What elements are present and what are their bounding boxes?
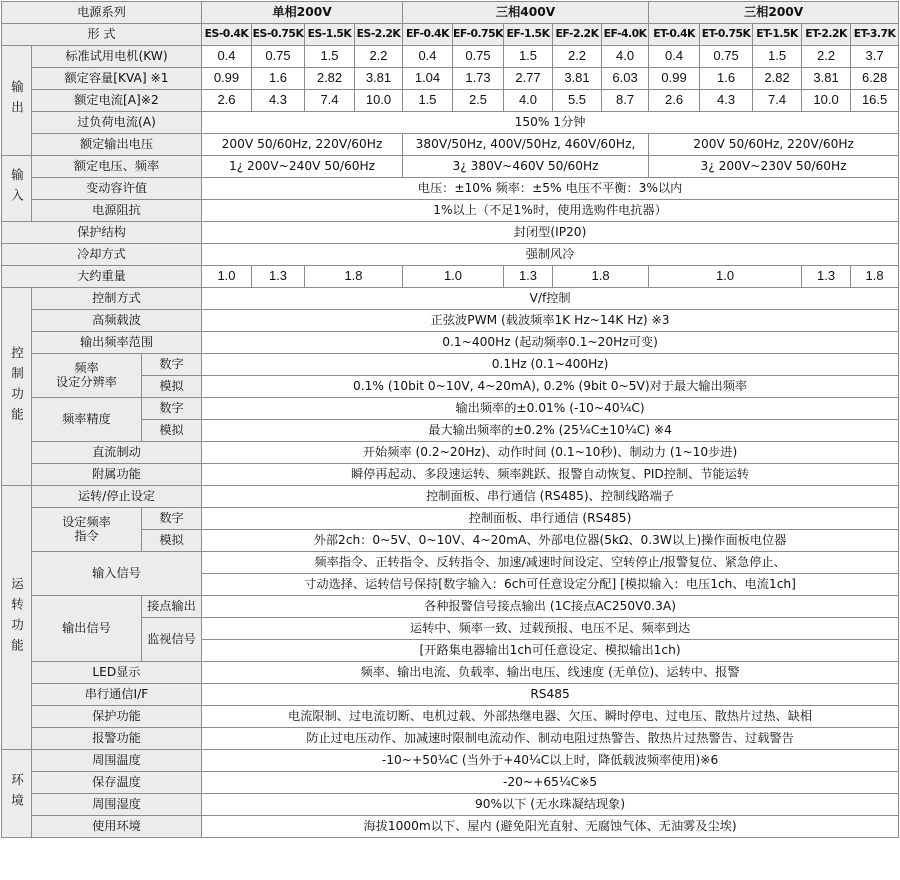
overload-label: 过负荷电流(A)	[32, 112, 202, 134]
table-row	[2, 794, 899, 816]
alarm-value: 防止过电压动作、加减速时限制电流动作、制动电阻过热警告、散热片过热警告、过载警告	[202, 728, 899, 750]
carrier-value: 正弦波PWM (载波频率1K Hz~14K Hz) ※3	[202, 310, 899, 332]
carrier-label: 高频载波	[32, 310, 202, 332]
freq-cmd-digital-value: 控制面板、串行通信 (RS485)	[202, 508, 899, 530]
table-row	[2, 464, 899, 486]
single-phase-header: 单相200V	[202, 2, 403, 24]
motor-value: 0.75	[252, 46, 305, 68]
freq-range-label: 输出频率范围	[32, 332, 202, 354]
table-row	[2, 156, 899, 178]
table-row	[2, 662, 899, 684]
table-row-models	[2, 24, 899, 46]
group-environment: 环境	[2, 750, 32, 838]
model-cell: ET-0.75K	[700, 24, 753, 46]
motor-value: 0.4	[202, 46, 252, 68]
protection-value: 封闭型(IP20)	[202, 222, 899, 244]
out-voltage-value: 200V 50/60Hz, 220V/60Hz	[202, 134, 403, 156]
led-value: 频率、输出电流、负载率、输出电压、线速度 (无单位)、运转中、报警	[202, 662, 899, 684]
capacity-value: 3.81	[355, 68, 403, 90]
model-cell: EF-0.75K	[453, 24, 504, 46]
led-label: LED显示	[32, 662, 202, 684]
serial-label: 串行通信I/F	[32, 684, 202, 706]
model-cell: EF-0.4K	[403, 24, 453, 46]
motor-value: 1.5	[504, 46, 553, 68]
weight-value: 1.8	[553, 266, 649, 288]
accuracy-digital-value: 输出频率的±0.01% (-10~40¼C)	[202, 398, 899, 420]
capacity-value: 2.77	[504, 68, 553, 90]
alarm-label: 报警功能	[32, 728, 202, 750]
model-cell: ET-1.5K	[753, 24, 802, 46]
accuracy-label: 频率精度	[32, 398, 142, 442]
analog-label: 模拟	[142, 420, 202, 442]
motor-value: 1.5	[305, 46, 355, 68]
weight-value: 1.3	[504, 266, 553, 288]
freq-cmd-label: 设定频率 指令	[32, 508, 142, 552]
input-signal-line-1: 频率指令、正转指令、反转指令、加速/减速时间设定、空转停止/报警复位、紧急停止、	[202, 552, 899, 574]
resolution-digital-value: 0.1Hz (0.1~400Hz)	[202, 354, 899, 376]
table-row	[2, 552, 899, 574]
weight-label: 大约重量	[2, 266, 202, 288]
model-cell: ES-2.2K	[355, 24, 403, 46]
three-phase-400-header: 三相400V	[403, 2, 649, 24]
table-row	[2, 508, 899, 530]
monitor-signal-line-2: [开路集电器输出1ch可任意设定、模拟输出1ch)	[202, 640, 899, 662]
model-cell: ES-0.75K	[252, 24, 305, 46]
capacity-value: 6.03	[602, 68, 649, 90]
capacity-value: 1.73	[453, 68, 504, 90]
table-row	[2, 134, 899, 156]
overload-value: 150% 1分钟	[202, 112, 899, 134]
table-row	[2, 112, 899, 134]
weight-value: 1.8	[851, 266, 899, 288]
in-voltage-label: 额定电压、频率	[32, 156, 202, 178]
model-cell: ES-1.5K	[305, 24, 355, 46]
humidity-label: 周围湿度	[32, 794, 202, 816]
table-row	[2, 706, 899, 728]
motor-value: 3.7	[851, 46, 899, 68]
contact-output-value: 各种报警信号接点输出 (1C接点AC250V0.3A)	[202, 596, 899, 618]
out-voltage-value: 200V 50/60Hz, 220V/60Hz	[649, 134, 899, 156]
current-value: 4.3	[252, 90, 305, 112]
motor-value: 0.4	[403, 46, 453, 68]
model-cell: EF-2.2K	[553, 24, 602, 46]
current-value: 16.5	[851, 90, 899, 112]
dc-brake-label: 直流制动	[32, 442, 202, 464]
capacity-label: 额定容量[KVA] ※1	[32, 68, 202, 90]
ambient-temp-label: 周围温度	[32, 750, 202, 772]
capacity-value: 6.28	[851, 68, 899, 90]
dc-brake-value: 开始频率 (0.2~20Hz)、动作时间 (0.1~10秒)、制动力 (1~10步进)	[202, 442, 899, 464]
usage-label: 使用环境	[32, 816, 202, 838]
impedance-label: 电源阻抗	[32, 200, 202, 222]
in-voltage-value: 3¿ 200V~230V 50/60Hz	[649, 156, 899, 178]
motor-value: 0.75	[700, 46, 753, 68]
capacity-value: 2.82	[305, 68, 355, 90]
freq-cmd-analog-value: 外部2ch：0~5V、0~10V、4~20mA、外部电位器(5kΩ、0.3W以上)操作面板电位器	[202, 530, 899, 552]
current-value: 7.4	[753, 90, 802, 112]
capacity-value: 3.81	[802, 68, 851, 90]
ambient-temp-value: -10~+50¼C (当外于+40¼C以上时，降低载波频率使用)※6	[202, 750, 899, 772]
capacity-value: 3.81	[553, 68, 602, 90]
current-value: 7.4	[305, 90, 355, 112]
current-value: 2.6	[649, 90, 700, 112]
weight-value: 1.3	[252, 266, 305, 288]
contact-output-label: 接点输出	[142, 596, 202, 618]
table-row	[2, 684, 899, 706]
group-operation: 运转功能	[2, 486, 32, 750]
tolerance-label: 变动容许值	[32, 178, 202, 200]
current-label: 额定电流[A]※2	[32, 90, 202, 112]
weight-value: 1.3	[802, 266, 851, 288]
three-phase-200-header: 三相200V	[649, 2, 899, 24]
motor-label: 标准试用电机(KW)	[32, 46, 202, 68]
table-row	[2, 442, 899, 464]
group-control: 控制功能	[2, 288, 32, 486]
storage-temp-value: -20~+65¼C※5	[202, 772, 899, 794]
output-signal-label: 输出信号	[32, 596, 142, 662]
accuracy-analog-value: 最大输出频率的±0.2% (25¼C±10¼C) ※4	[202, 420, 899, 442]
digital-label: 数字	[142, 398, 202, 420]
run-stop-value: 控制面板、串行通信 (RS485)、控制线路端子	[202, 486, 899, 508]
table-row	[2, 398, 899, 420]
table-row	[2, 332, 899, 354]
protect-func-value: 电流限制、过电流切断、电机过载、外部热继电器、欠压、瞬时停电、过电压、散热片过热、缺相	[202, 706, 899, 728]
serial-value: RS485	[202, 684, 899, 706]
weight-value: 1.0	[403, 266, 504, 288]
capacity-value: 1.6	[252, 68, 305, 90]
weight-value: 1.0	[649, 266, 802, 288]
current-value: 5.5	[553, 90, 602, 112]
capacity-value: 1.04	[403, 68, 453, 90]
spec-table	[1, 1, 899, 838]
table-row-series	[2, 2, 899, 24]
storage-temp-label: 保存温度	[32, 772, 202, 794]
current-value: 4.3	[700, 90, 753, 112]
input-signal-label: 输入信号	[32, 552, 202, 596]
table-row	[2, 816, 899, 838]
control-method-value: V/f控制	[202, 288, 899, 310]
humidity-value: 90%以下 (无水珠凝结现象)	[202, 794, 899, 816]
current-value: 10.0	[355, 90, 403, 112]
table-row	[2, 200, 899, 222]
motor-value: 1.5	[753, 46, 802, 68]
series-label: 电源系列	[2, 2, 202, 24]
table-row	[2, 596, 899, 618]
cooling-label: 冷却方式	[2, 244, 202, 266]
current-value: 2.6	[202, 90, 252, 112]
resolution-label: 频率 设定分辨率	[32, 354, 142, 398]
group-input: 输入	[2, 156, 32, 222]
aux-value: 瞬停再起动、多段速运转、频率跳跃、报警自动恢复、PID控制、节能运转	[202, 464, 899, 486]
table-row	[2, 222, 899, 244]
table-row	[2, 486, 899, 508]
model-cell: ET-0.4K	[649, 24, 700, 46]
aux-label: 附属功能	[32, 464, 202, 486]
table-row	[2, 288, 899, 310]
usage-value: 海拔1000m以下、屋内 (避免阳光直射、无腐蚀气体、无油雾及尘埃)	[202, 816, 899, 838]
motor-value: 0.75	[453, 46, 504, 68]
current-value: 10.0	[802, 90, 851, 112]
in-voltage-value: 1¿ 200V~240V 50/60Hz	[202, 156, 403, 178]
cooling-value: 强制风冷	[202, 244, 899, 266]
analog-label: 模拟	[142, 376, 202, 398]
form-label: 形 式	[2, 24, 202, 46]
model-cell: ET-3.7K	[851, 24, 899, 46]
current-value: 2.5	[453, 90, 504, 112]
model-cell: ES-0.4K	[202, 24, 252, 46]
monitor-signal-label: 监视信号	[142, 618, 202, 662]
motor-value: 2.2	[355, 46, 403, 68]
tolerance-value: 电压：±10% 频率：±5% 电压不平衡：3%以内	[202, 178, 899, 200]
capacity-value: 0.99	[202, 68, 252, 90]
table-row	[2, 266, 899, 288]
group-output: 输出	[2, 46, 32, 156]
in-voltage-value: 3¿ 380V~460V 50/60Hz	[403, 156, 649, 178]
out-voltage-value: 380V/50Hz, 400V/50Hz, 460V/60Hz,	[403, 134, 649, 156]
table-row	[2, 728, 899, 750]
table-row	[2, 244, 899, 266]
motor-value: 0.4	[649, 46, 700, 68]
impedance-value: 1%以上（不足1%时，使用选购件电抗器）	[202, 200, 899, 222]
table-row	[2, 46, 899, 68]
table-row	[2, 750, 899, 772]
table-row	[2, 310, 899, 332]
current-value: 1.5	[403, 90, 453, 112]
resolution-analog-value: 0.1% (10bit 0~10V, 4~20mA), 0.2% (9bit 0~5V)对于最大输出频率	[202, 376, 899, 398]
table-row	[2, 354, 899, 376]
table-row	[2, 90, 899, 112]
weight-value: 1.8	[305, 266, 403, 288]
capacity-value: 1.6	[700, 68, 753, 90]
motor-value: 2.2	[802, 46, 851, 68]
protect-func-label: 保护功能	[32, 706, 202, 728]
table-row	[2, 772, 899, 794]
digital-label: 数字	[142, 354, 202, 376]
control-method-label: 控制方式	[32, 288, 202, 310]
motor-value: 2.2	[553, 46, 602, 68]
table-row	[2, 68, 899, 90]
motor-value: 4.0	[602, 46, 649, 68]
model-cell: ET-2.2K	[802, 24, 851, 46]
weight-value: 1.0	[202, 266, 252, 288]
freq-range-value: 0.1~400Hz (起动频率0.1~20Hz可变)	[202, 332, 899, 354]
current-value: 4.0	[504, 90, 553, 112]
model-cell: EF-4.0K	[602, 24, 649, 46]
table-row	[2, 178, 899, 200]
current-value: 8.7	[602, 90, 649, 112]
model-cell: EF-1.5K	[504, 24, 553, 46]
capacity-value: 2.82	[753, 68, 802, 90]
out-voltage-label: 额定输出电压	[32, 134, 202, 156]
monitor-signal-line-1: 运转中、频率一致、过载预报、电压不足、频率到达	[202, 618, 899, 640]
run-stop-label: 运转/停止设定	[32, 486, 202, 508]
capacity-value: 0.99	[649, 68, 700, 90]
input-signal-line-2: 寸动选择、运转信号保持[数字输入：6ch可任意设定分配] [模拟输入：电压1ch、电流1ch]	[202, 574, 899, 596]
digital-label: 数字	[142, 508, 202, 530]
analog-label: 模拟	[142, 530, 202, 552]
protection-label: 保护结构	[2, 222, 202, 244]
